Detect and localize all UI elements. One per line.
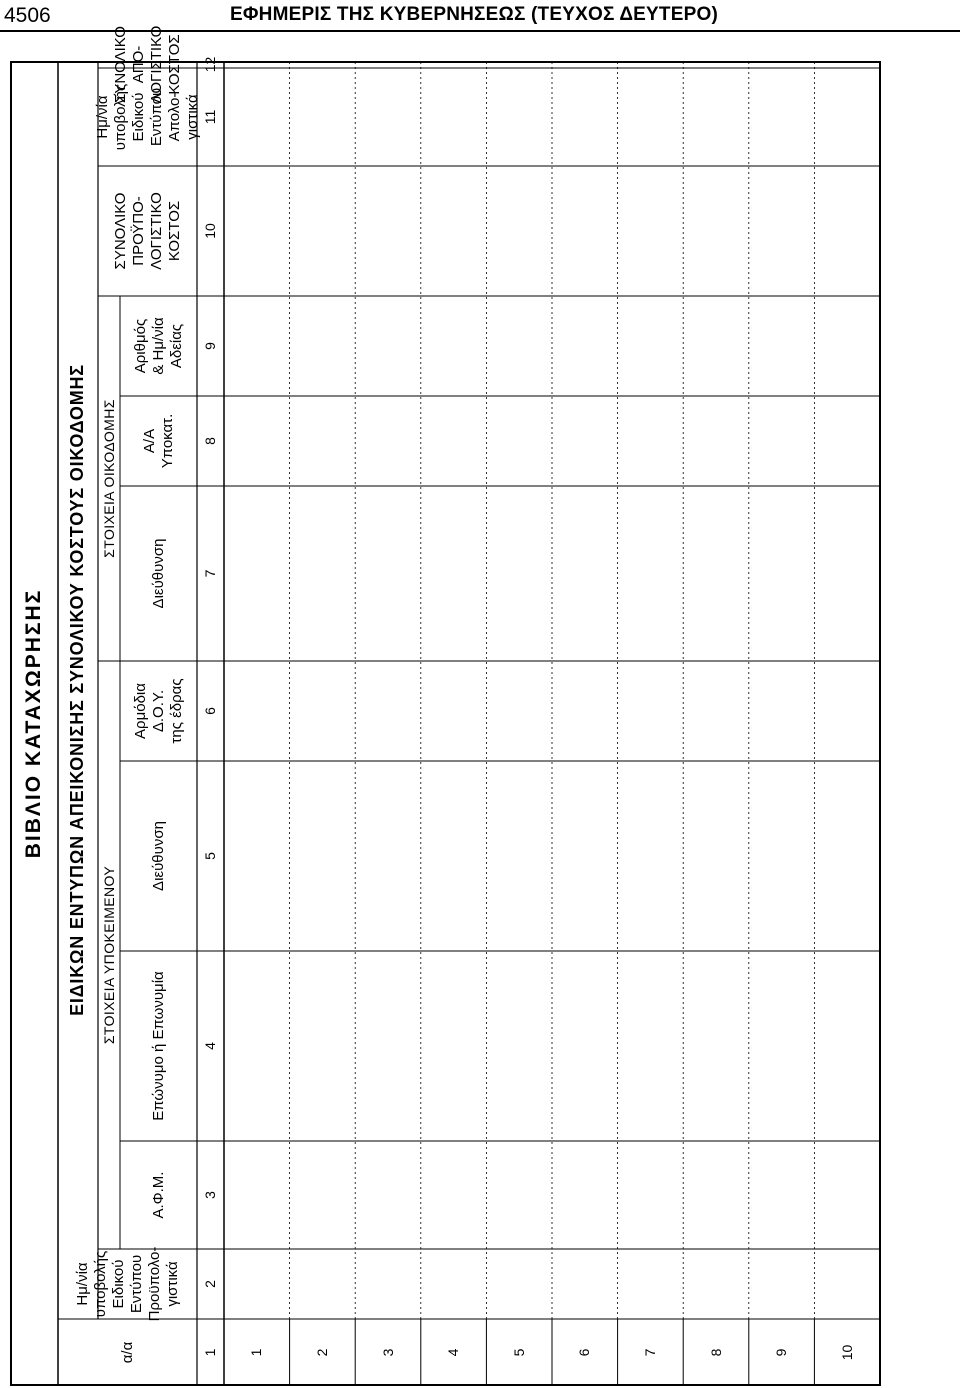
column-number-4: 4 [202,1042,219,1050]
column-number-10: 10 [202,223,219,239]
column-header-5: Διεύθυνση [149,821,167,891]
column-number-12: 12 [202,56,219,73]
column-header-12: ΣΥΝΟΛΙΚΟ ΑΠΟ- ΛΟΓΙΣΤΙΚΟ ΚΟΣΤΟΣ [111,25,183,104]
column-header-3: Α.Φ.Μ. [149,1171,167,1219]
column-header-11: Ημ/νία υποβολής Ειδικού Εντύπου Απολο- γιστικά [93,83,201,151]
row-number: 9 [773,1348,790,1357]
column-number-6: 6 [202,707,219,715]
row-number: 4 [445,1348,462,1357]
group-header-building: ΣΤΟΙΧΕΙΑ ΟΙΚΟΔΟΜΗΣ [100,399,117,558]
column-header-4: Επώνυμο ή Επωνυμία [149,971,167,1121]
row-number: 1 [248,1348,265,1357]
row-number: 2 [313,1348,330,1357]
page-number: 4506 [4,4,51,27]
column-header-2: Ημ/νία υποβολής Ειδικού Εντύπου Προϋπολο- γιστικά [73,1246,181,1322]
column-header-9: Αριθμός & Ημ/νία Αδείας [131,317,185,375]
form-title: ΒΙΒΛΙΟ ΚΑΤΑΧΩΡΗΣΗΣ [22,588,46,859]
group-header-subject: ΣΤΟΙΧΕΙΑ ΥΠΟΚΕΙΜΕΝΟΥ [100,865,117,1045]
column-header-1: α/α [118,1341,136,1364]
column-header-6: Αρμόδια Δ.Ο.Υ. της έδρας [131,678,185,744]
column-number-2: 2 [202,1280,219,1288]
column-number-5: 5 [202,852,219,860]
gazette-title: ΕΦΗΜΕΡΙΣ ΤΗΣ ΚΥΒΕΡΝΗΣΕΩΣ (ΤΕΥΧΟΣ ΔΕΥΤΕΡΟ) [230,4,718,25]
row-number: 3 [379,1348,396,1357]
row-number: 6 [576,1348,593,1357]
column-number-9: 9 [202,342,219,350]
row-number: 8 [707,1348,724,1357]
row-number: 5 [510,1348,527,1357]
row-number: 7 [641,1348,658,1357]
column-number-11: 11 [202,109,219,125]
column-header-7: Διεύθυνση [149,538,167,609]
column-number-8: 8 [202,437,219,445]
column-header-10: ΣΥΝΟΛΙΚΟ ΠΡΟΫΠΟ- ΛΟΓΙΣΤΙΚΟ ΚΟΣΤΟΣ [111,192,183,270]
column-header-8: Α/Α Υποκατ. [140,413,176,469]
registration-book-form [10,25,887,1386]
column-number-1: 1 [202,1348,219,1357]
column-number-7: 7 [202,569,219,578]
row-number: 10 [838,1344,855,1361]
form-subtitle: ΕΙΔΙΚΩΝ ΕΝΤΥΠΩΝ ΑΠΕΙΚΟΝΙΣΗΣ ΣΥΝΟΛΙΚΟΥ ΚΟΣΤΟΥΣ ΟΙΚΟΔΟΜΗΣ [67,364,88,1016]
column-number-3: 3 [202,1191,219,1199]
